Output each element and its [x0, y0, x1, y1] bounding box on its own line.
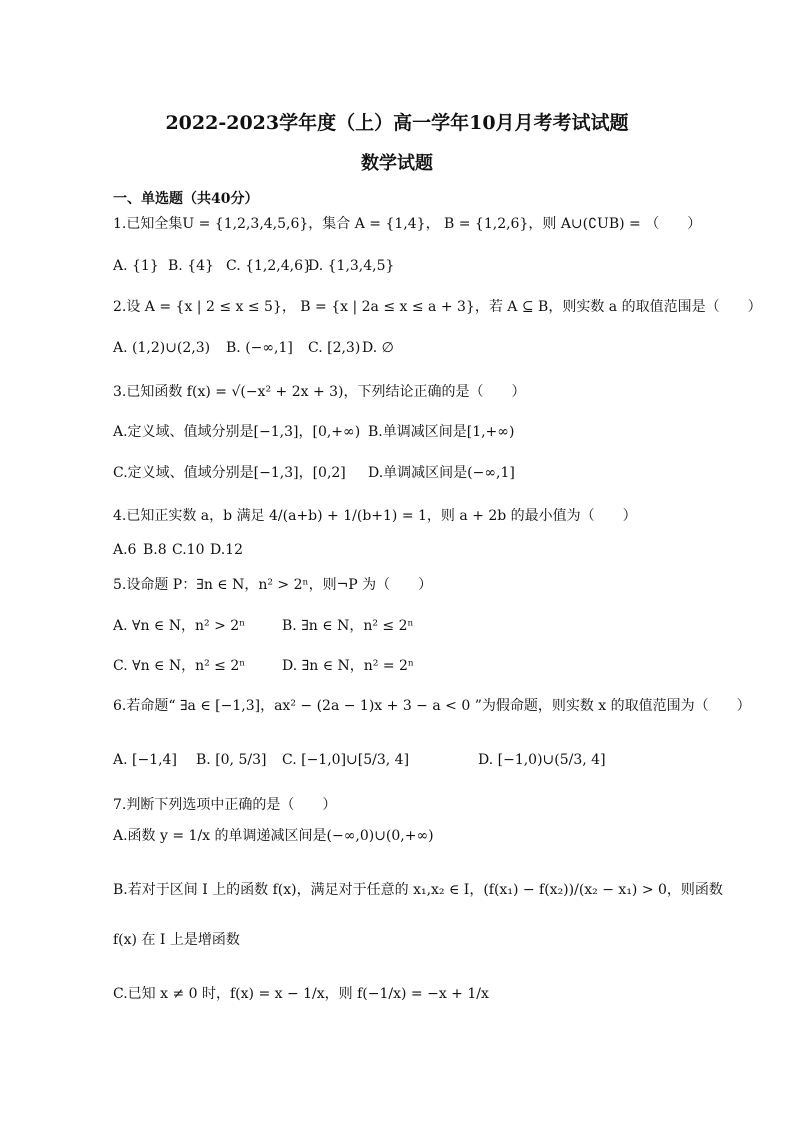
question-2-option-d: D. ∅: [362, 340, 394, 356]
question-4-option-b: B.8: [143, 542, 167, 558]
question-5-stem: 5.设命题 P：∃n ∈ N，n² > 2ⁿ，则¬P 为（ ）: [113, 577, 433, 593]
exam-title: 2022-2023学年度（上）高一学年10月月考考试试题: [165, 112, 629, 134]
question-6-option-d: D. [−1,0)∪(5/3, 4]: [478, 752, 606, 768]
question-1-option-a: A. {1}: [113, 258, 159, 274]
question-3-option-d: D.单调减区间是(−∞,1]: [368, 465, 515, 481]
question-2-stem: 2.设 A = {x | 2 ≤ x ≤ 5}， B = {x | 2a ≤ x ≤ a + 3}，若 A ⊆ B，则实数 a 的取值范围是（ ）: [113, 299, 762, 315]
question-4-stem: 4.已知正实数 a，b 满足 4/(a+b) + 1/(b+1) = 1，则 a + 2b 的最小值为（ ）: [113, 508, 637, 524]
question-7-stem: 7.判断下列选项中正确的是（ ）: [113, 797, 337, 813]
question-2-option-b: B. (−∞,1]: [226, 340, 293, 356]
question-7-option-a: A.函数 y = 1/x 的单调递减区间是(−∞,0)∪(0,+∞): [113, 828, 434, 844]
question-6-option-a: A. [−1,4]: [113, 752, 177, 768]
question-4-option-a: A.6: [113, 542, 137, 558]
question-1-option-d: D. {1,3,4,5}: [308, 258, 395, 274]
question-5-option-b: B. ∃n ∈ N，n² ≤ 2ⁿ: [282, 618, 414, 634]
question-5-option-a: A. ∀n ∈ N，n² > 2ⁿ: [113, 618, 246, 634]
exam-subtitle: 数学试题: [361, 153, 433, 174]
question-3-option-b: B.单调减区间是[1,+∞): [368, 424, 515, 440]
question-7-option-b: B.若对于区间 I 上的函数 f(x)，满足对于任意的 x₁,x₂ ∈ I，(f(x₁) − f(x₂))/(x₂ − x₁) > 0，则函数: [113, 882, 723, 898]
section-heading: 一、单选题（共40分）: [113, 191, 259, 207]
question-7-option-b-continued: f(x) 在 I 上是增函数: [113, 932, 240, 948]
question-1-stem: 1.已知全集U = {1,2,3,4,5,6}，集合 A = {1,4}， B = {1,2,6}，则 A∪(∁UB) = （ ）: [113, 216, 702, 232]
question-2-option-a: A. (1,2)∪(2,3): [113, 340, 211, 356]
question-5-option-c: C. ∀n ∈ N，n² ≤ 2ⁿ: [113, 658, 246, 674]
question-3-stem: 3.已知函数 f(x) = √(−x² + 2x + 3)，下列结论正确的是（ ）: [113, 384, 526, 400]
question-4-option-c: C.10: [172, 542, 205, 558]
question-1-option-b: B. {4}: [168, 258, 214, 274]
question-3-option-a: A.定义域、值域分别是[−1,3]，[0,+∞): [113, 424, 361, 440]
question-5-option-d: D. ∃n ∈ N，n² = 2ⁿ: [282, 658, 414, 674]
question-6-option-c: C. [−1,0]∪[5/3, 4]: [282, 752, 410, 768]
question-6-option-b: B. [0, 5/3]: [196, 752, 267, 768]
question-4-option-d: D.12: [210, 542, 243, 558]
question-2-option-c: C. [2,3): [308, 340, 361, 356]
question-6-stem: 6.若命题“ ∃a ∈ [−1,3]，ax² − (2a − 1)x + 3 − a < 0 ”为假命题，则实数 x 的取值范围为（ ）: [113, 698, 751, 714]
question-7-option-c: C.已知 x ≠ 0 时，f(x) = x − 1/x，则 f(−1/x) = −x + 1/x: [113, 986, 489, 1002]
question-1-option-c: C. {1,2,4,6}: [226, 258, 312, 274]
question-3-option-c: C.定义域、值域分别是[−1,3]，[0,2]: [113, 465, 346, 481]
